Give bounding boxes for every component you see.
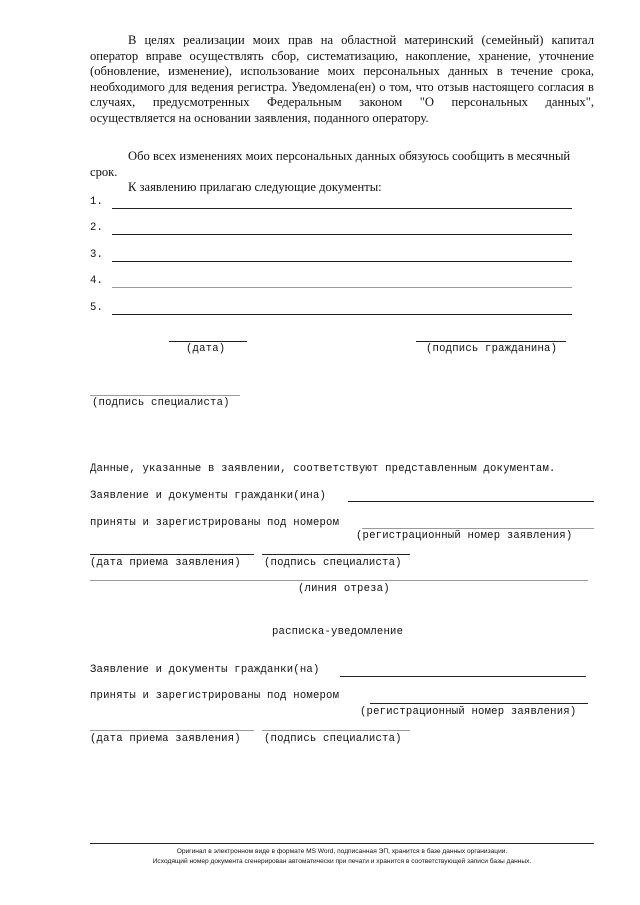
receipt-registration-number-caption: (регистрационный номер заявления) <box>360 706 577 718</box>
date-caption: (дата) <box>186 343 226 355</box>
specialist-signature-field[interactable] <box>90 395 240 396</box>
date-field[interactable] <box>169 341 247 342</box>
receipt-date-field-2[interactable] <box>90 730 254 731</box>
receipt-citizen-name-field[interactable] <box>340 676 586 677</box>
citizen-signature-field[interactable] <box>416 341 566 342</box>
receipt-specialist-sign-field[interactable] <box>262 730 410 731</box>
document-line-number: 1. <box>90 196 104 208</box>
registration-number-caption: (регистрационный номер заявления) <box>356 530 573 542</box>
receipt-date-caption-2: (дата приема заявления) <box>90 733 241 745</box>
specialist-sign-caption: (подпись специалиста) <box>264 557 402 569</box>
receipt-registration-number-field[interactable] <box>370 703 588 704</box>
document-line-number: 5. <box>90 302 104 314</box>
footer-line-2: Исходящий номер документа сгенерирован автоматически при печати и хранится в соответствующей записи базы данных. <box>152 858 532 865</box>
footer-line-1: Оригинал в электронном виде в формате MS Word, подписанная ЭП, хранится в базе данных организации. <box>176 848 508 855</box>
receipt-specialist-sign-caption: (подпись специалиста) <box>264 733 402 745</box>
registration-number-field[interactable] <box>362 528 594 529</box>
attached-documents-heading: К заявлению прилагаю следующие документы: <box>128 180 382 194</box>
footer-divider <box>90 843 594 844</box>
citizen-signature-caption: (подпись гражданина) <box>426 343 558 355</box>
receipt-date-caption: (дата приема заявления) <box>90 557 241 569</box>
document-line-5-field[interactable] <box>112 314 572 315</box>
consent-paragraph-1: В целях реализации моих прав на областной материнский (семейный) капитал оператор вправе осуществлять сбор, систематизацию, накопление, хранение, уточнение (обновление, изменение), использование моих персональных данных в течение срока, необходимого для ведения регистра. Уведомлена(ен) о том, что отзыв настоящего согласия в случаях, предусмотренных Федеральным законом "О персональных данных", осуществляется на основании заявления, поданного оператору. <box>90 33 594 125</box>
document-line-number: 2. <box>90 222 104 234</box>
document-line-4-field[interactable] <box>112 287 572 288</box>
document-line-2-field[interactable] <box>112 234 572 235</box>
document-line-1-field[interactable] <box>112 208 572 209</box>
receipt-docs-of-citizen-label: Заявление и документы гражданки(на) <box>90 664 320 676</box>
consent-paragraph-2: Обо всех изменениях моих персональных данных обязуюсь сообщить в месячный срок. <box>90 149 571 179</box>
accepted-registered-label: приняты и зарегистрированы под номером <box>90 517 340 529</box>
receipt-title: расписка-уведомление <box>272 626 404 638</box>
receipt-date-field[interactable] <box>90 554 254 555</box>
cut-line-caption: (линия отреза) <box>298 583 390 595</box>
cut-line <box>90 580 588 581</box>
document-line-number: 3. <box>90 249 104 261</box>
document-line-3-field[interactable] <box>112 261 572 262</box>
specialist-signature-caption: (подпись специалиста) <box>92 397 230 409</box>
document-line-number: 4. <box>90 275 104 287</box>
receipt-accepted-registered-label: приняты и зарегистрированы под номером <box>90 690 340 702</box>
specialist-sign-field[interactable] <box>262 554 410 555</box>
citizen-name-field[interactable] <box>348 501 594 502</box>
data-match-statement: Данные, указанные в заявлении, соответствуют представленным документам. <box>90 463 556 475</box>
docs-of-citizen-label: Заявление и документы гражданки(ина) <box>90 490 327 502</box>
